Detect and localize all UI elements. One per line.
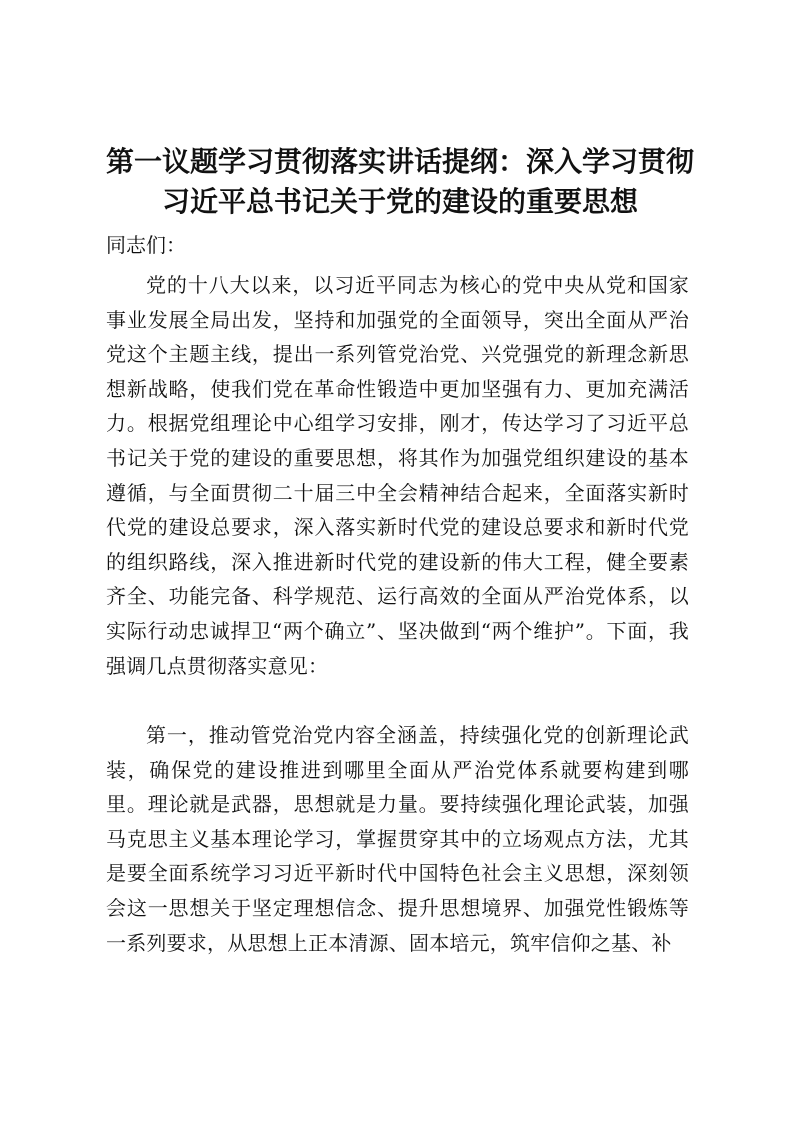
salutation: 同志们： <box>106 233 186 257</box>
body-paragraph-first-point: 第一，推动管党治党内容全涵盖，持续强化党的创新理论武装，确保党的建设推进到哪里全面从严治党体系就要构建到哪里。理论就是武器，思想就是力量。要持续强化理论武装，加强马克思主义基本理论学习，掌握贯穿其中的立场观点方法，尤其是要全面系统学习习近平新时代中国特色社会主义思想，深刻领会这一思想关于坚定理想信念、提升思想境界、加强党性锻炼等一系列要求，从思想上正本清源、固本培元，筑牢信仰之基、补 <box>106 723 689 955</box>
document-title: 第一议题学习贯彻落实讲话提纲：深入学习贯彻习近平总书记关于党的建设的重要思想 <box>105 145 694 218</box>
body-paragraph-intro: 党的十八大以来，以习近平同志为核心的党中央从党和国家事业发展全局出发，坚持和加强党的全面领导，突出全面从严治党这个主题主线，提出一系列管党治党、兴党强党的新理念新思想新战略，使我们党在革命性锻造中更加坚强有力、更加充满活力。根据党组理论中心组学习安排，刚才，传达学习了习近平总书记关于党的建设的重要思想，将其作为加强党组织建设的基本遵循，与全面贯彻二十届三中全会精神结合起来，全面落实新时代党的建设总要求，深入落实新时代党的建设总要求和新时代党的组织路线，深入推进新时代党的建设新的伟大工程，健全要素齐全、功能完备、科学规范、运行高效的全面从严治党体系，以实际行动忠诚捍卫“两个确立”、坚决做到“两个维护”。下面，我强调几点贯彻落实意见： <box>106 273 689 678</box>
